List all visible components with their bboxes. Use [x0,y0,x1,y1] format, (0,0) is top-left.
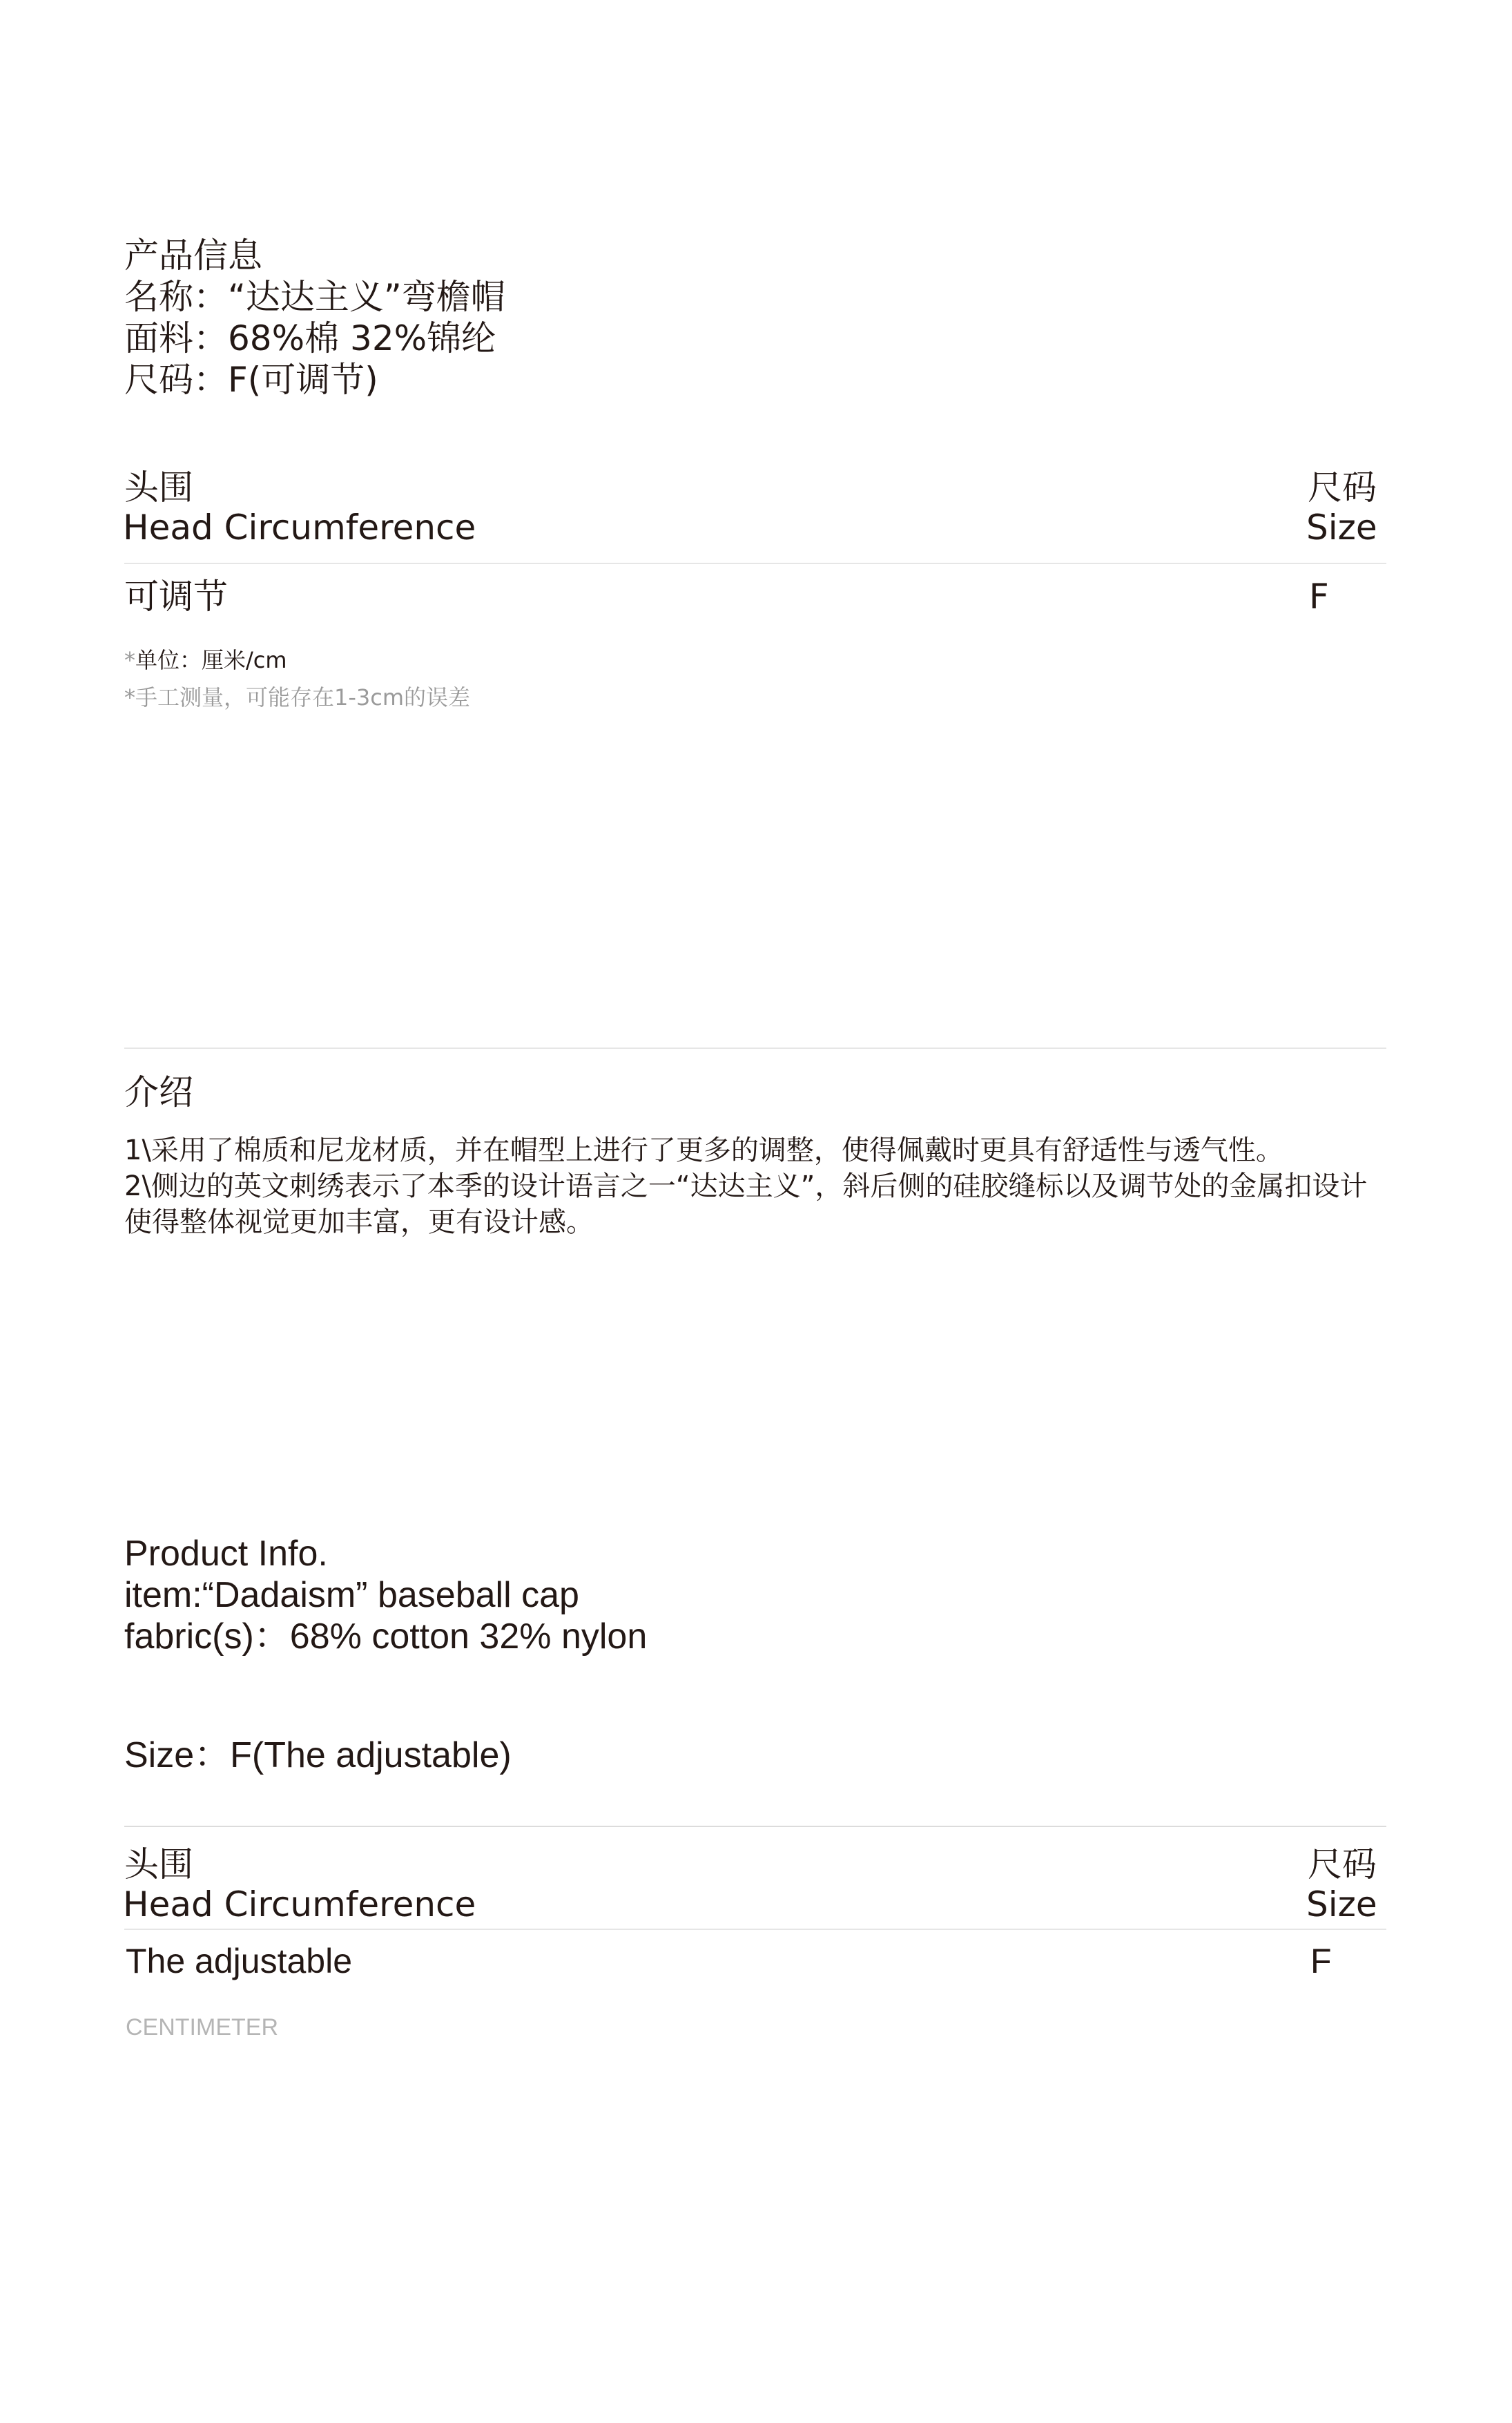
column-header-head-en: Head Circumference [123,1884,476,1924]
unit-note-en: CENTIMETER [126,2014,278,2040]
column-header-head-cn: 头围 [124,1844,193,1884]
unit-note-text: 单位：厘米/cm [135,647,287,673]
table-divider [124,563,1386,564]
row-size-value: F [1310,1942,1332,1980]
measurement-note: *手工测量，可能存在1-3cm的误差 [124,684,471,711]
product-fabric-line: 面料：68%棉 32%锦纶 [124,318,496,358]
product-name-line: 名称：“达达主义”弯檐帽 [124,277,505,317]
column-header-size-cn: 尺码 [1308,1844,1377,1884]
table-divider [124,1929,1386,1930]
intro-paragraph-2: 2\侧边的英文刺绣表示了本季的设计语言之一“达达主义”，斜后侧的硅胶缝标以及调节处的金属扣设计使得整体视觉更加丰富，更有设计感。 [124,1170,1368,1238]
row-head-value: The adjustable [126,1942,353,1980]
column-header-size-cn: 尺码 [1308,467,1377,508]
note-star: * [124,647,135,673]
unit-note [124,645,287,675]
column-header-size-en: Size [1306,508,1377,548]
product-size-line-en: Size：F(The adjustable) [124,1735,512,1775]
row-head-value: 可调节 [124,577,228,617]
intro-title: 介绍 [124,1072,193,1112]
product-fabric-line-en: fabric(s)：68% cotton 32% nylon [124,1616,648,1657]
product-info-heading: 产品信息 [124,235,262,276]
column-header-size-en: Size [1306,1884,1377,1924]
product-size-line: 尺码：F(可调节) [124,360,378,400]
column-header-head-en: Head Circumference [123,508,476,548]
row-size-value: F [1309,577,1329,617]
section-divider-en [124,1826,1386,1827]
intro-paragraph-1: 1\采用了棉质和尼龙材质，并在帽型上进行了更多的调整，使得佩戴时更具有舒适性与透气性。 [124,1135,1283,1166]
product-item-line-en: item:“Dadaism” baseball cap [124,1575,579,1615]
section-divider [124,1048,1386,1049]
product-info-heading-en: Product Info. [124,1534,328,1574]
column-header-head-cn: 头围 [124,467,193,508]
